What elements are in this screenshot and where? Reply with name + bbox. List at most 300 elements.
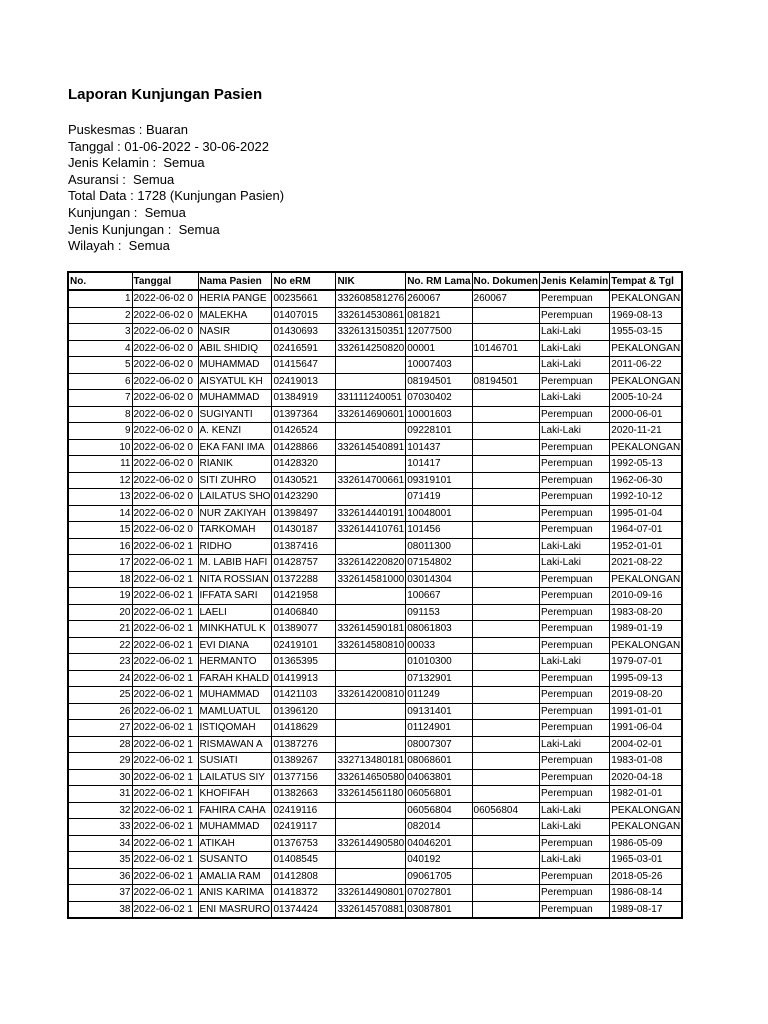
table-cell: 08007307 [406, 736, 472, 753]
table-row [68, 819, 682, 836]
table-cell: 31 [68, 786, 132, 803]
table-cell: 2010-09-16 [610, 588, 682, 605]
table-cell: PEKALONGAN [610, 290, 682, 307]
table-cell: 01396120 [272, 703, 336, 720]
table-cell: 2022-06-02 1 [132, 835, 198, 852]
table-cell: 1989-01-19 [610, 621, 682, 638]
table-cell: 2022-06-02 1 [132, 604, 198, 621]
table-cell: 07132901 [406, 670, 472, 687]
table-cell: 1983-08-20 [610, 604, 682, 621]
table-cell: 08011300 [406, 538, 472, 555]
table-row [68, 621, 682, 638]
table-cell: A. KENZI [198, 423, 272, 440]
table-cell: SUSIATI [198, 753, 272, 770]
table-cell [472, 670, 539, 687]
table-cell: Perempuan [540, 373, 610, 390]
table-row [68, 290, 682, 307]
table-cell: 1965-03-01 [610, 852, 682, 869]
table-cell: 6 [68, 373, 132, 390]
table-cell: PEKALONGAN [610, 802, 682, 819]
report-meta-line: Wilayah : Semua [68, 238, 170, 254]
table-cell [472, 357, 539, 374]
table-cell: 2022-06-02 0 [132, 340, 198, 357]
table-cell: 08194501 [472, 373, 539, 390]
table-cell: 2022-06-02 0 [132, 456, 198, 473]
table-cell: 2022-06-02 0 [132, 522, 198, 539]
table-cell: 03087801 [406, 901, 472, 918]
table-cell: 101417 [406, 456, 472, 473]
table-cell: 2022-06-02 1 [132, 555, 198, 572]
table-cell: Laki-Laki [540, 852, 610, 869]
table-cell: 040192 [406, 852, 472, 869]
table-cell: 2022-06-02 1 [132, 720, 198, 737]
table-cell: 2022-06-02 1 [132, 654, 198, 671]
table-cell: Laki-Laki [540, 357, 610, 374]
table-cell: 30 [68, 769, 132, 786]
table-cell: 13 [68, 489, 132, 506]
table-cell [472, 654, 539, 671]
table-cell: 332614530861 [336, 307, 406, 324]
table-cell: ISTIQOMAH [198, 720, 272, 737]
table-cell: NITA ROSSIAN [198, 571, 272, 588]
table-cell: Perempuan [540, 901, 610, 918]
table-cell [472, 472, 539, 489]
table-cell: FAHIRA CAHA [198, 802, 272, 819]
table-cell: 332614690601 [336, 406, 406, 423]
table-cell: RIANIK [198, 456, 272, 473]
table-row [68, 703, 682, 720]
table-cell: 2022-06-02 1 [132, 753, 198, 770]
table-cell: 01428866 [272, 439, 336, 456]
table-cell [336, 456, 406, 473]
table-row [68, 538, 682, 555]
table-row [68, 670, 682, 687]
table-cell: KHOFIFAH [198, 786, 272, 803]
table-cell: HERMANTO [198, 654, 272, 671]
table-cell: 00235661 [272, 290, 336, 307]
table-cell: 01374424 [272, 901, 336, 918]
table-cell: 16 [68, 538, 132, 555]
table-row [68, 373, 682, 390]
table-row [68, 489, 682, 506]
table-cell: Perempuan [540, 439, 610, 456]
table-cell: 4 [68, 340, 132, 357]
table-cell: 01426524 [272, 423, 336, 440]
table-row [68, 868, 682, 885]
table-row [68, 654, 682, 671]
table-cell: 07154802 [406, 555, 472, 572]
table-cell: 09228101 [406, 423, 472, 440]
table-cell: 33 [68, 819, 132, 836]
table-cell: 01398497 [272, 505, 336, 522]
table-row [68, 802, 682, 819]
table-row [68, 588, 682, 605]
table-cell: 29 [68, 753, 132, 770]
table-cell [336, 604, 406, 621]
table-cell: 2022-06-02 1 [132, 538, 198, 555]
table-cell: 02419117 [272, 819, 336, 836]
table-cell: 24 [68, 670, 132, 687]
table-cell [472, 456, 539, 473]
report-meta-line: Total Data : 1728 (Kunjungan Pasien) [68, 188, 285, 204]
table-cell: 10007403 [406, 357, 472, 374]
table-cell: 332608581276 [336, 290, 406, 307]
table-cell: 332614700661 [336, 472, 406, 489]
table-cell: Perempuan [540, 472, 610, 489]
table-row [68, 852, 682, 869]
table-cell: NASIR [198, 324, 272, 341]
table-cell: 07030402 [406, 390, 472, 407]
table-cell: 02419101 [272, 637, 336, 654]
table-cell: HERIA PANGE [198, 290, 272, 307]
table-cell [472, 307, 539, 324]
table-cell: 332614540891 [336, 439, 406, 456]
table-cell: M. LABIB HAFI [198, 555, 272, 572]
table-cell: MINKHATUL K [198, 621, 272, 638]
table-cell: 2022-06-02 1 [132, 621, 198, 638]
table-cell: MAMLUATUL [198, 703, 272, 720]
table-cell: PEKALONGAN [610, 637, 682, 654]
table-cell: 1979-07-01 [610, 654, 682, 671]
table-cell: 01418372 [272, 885, 336, 902]
table-cell: RIDHO [198, 538, 272, 555]
table-cell: 7 [68, 390, 132, 407]
table-cell: 2022-06-02 1 [132, 637, 198, 654]
table-cell: Laki-Laki [540, 802, 610, 819]
table-cell: 5 [68, 357, 132, 374]
table-cell: Perempuan [540, 522, 610, 539]
column-header: No. RM Lama [406, 272, 472, 290]
table-cell: 1952-01-01 [610, 538, 682, 555]
table-cell: 01421103 [272, 687, 336, 704]
table-cell [336, 868, 406, 885]
table-cell: 8 [68, 406, 132, 423]
table-cell: 03014304 [406, 571, 472, 588]
table-cell [336, 703, 406, 720]
table-cell: 09131401 [406, 703, 472, 720]
table-cell: 1989-08-17 [610, 901, 682, 918]
table-cell: 20 [68, 604, 132, 621]
table-cell: MALEKHA [198, 307, 272, 324]
table-cell: Perempuan [540, 720, 610, 737]
table-cell: 332614220820 [336, 555, 406, 572]
table-cell: SUSANTO [198, 852, 272, 869]
report-meta-line: Puskesmas : Buaran [68, 122, 188, 137]
table-cell: 10001603 [406, 406, 472, 423]
table-cell: 1992-10-12 [610, 489, 682, 506]
table-cell: 2022-06-02 0 [132, 472, 198, 489]
table-cell [472, 522, 539, 539]
table-cell: Perempuan [540, 456, 610, 473]
table-cell: Perempuan [540, 637, 610, 654]
table-cell: Perempuan [540, 290, 610, 307]
table-cell: 2022-06-02 1 [132, 868, 198, 885]
table-row [68, 505, 682, 522]
table-cell: AISYATUL KH [198, 373, 272, 390]
table-cell: 01412808 [272, 868, 336, 885]
table-cell: Laki-Laki [540, 736, 610, 753]
table-cell: 331111240051 [336, 390, 406, 407]
table-cell: 10 [68, 439, 132, 456]
table-row [68, 324, 682, 341]
table-cell: 01377156 [272, 769, 336, 786]
table-cell: 35 [68, 852, 132, 869]
table-cell: MUHAMMAD [198, 819, 272, 836]
table-cell: 2022-06-02 1 [132, 588, 198, 605]
table-cell [472, 819, 539, 836]
table-cell: RISMAWAN A [198, 736, 272, 753]
table-row [68, 456, 682, 473]
table-cell: 1995-09-13 [610, 670, 682, 687]
table-cell: 06056804 [472, 802, 539, 819]
table-cell [472, 835, 539, 852]
table-cell: Perempuan [540, 505, 610, 522]
table-cell [336, 802, 406, 819]
table-cell: 36 [68, 868, 132, 885]
table-cell: Perempuan [540, 307, 610, 324]
table-cell [472, 505, 539, 522]
table-cell: 2022-06-02 1 [132, 769, 198, 786]
table-cell: 332614580810 [336, 637, 406, 654]
table-cell: PEKALONGAN [610, 571, 682, 588]
table-cell: 11 [68, 456, 132, 473]
table-cell [472, 324, 539, 341]
table-header-row [68, 272, 682, 290]
table-cell: 08194501 [406, 373, 472, 390]
table-row [68, 340, 682, 357]
table-row [68, 555, 682, 572]
table-cell: Perempuan [540, 769, 610, 786]
table-cell: 101456 [406, 522, 472, 539]
table-cell: 01430521 [272, 472, 336, 489]
table-cell: AMALIA RAM [198, 868, 272, 885]
table-cell: 1964-07-01 [610, 522, 682, 539]
table-row [68, 637, 682, 654]
table-cell [336, 489, 406, 506]
table-cell: 00033 [406, 637, 472, 654]
table-cell: ENI MASRURO [198, 901, 272, 918]
table-row [68, 522, 682, 539]
table-cell [336, 654, 406, 671]
table-cell: 2022-06-02 0 [132, 390, 198, 407]
column-header: Nama Pasien [198, 272, 272, 290]
table-cell: 332614410761 [336, 522, 406, 539]
table-cell: 38 [68, 901, 132, 918]
table-cell: 10146701 [472, 340, 539, 357]
table-cell: 1986-08-14 [610, 885, 682, 902]
table-cell: 332613150351 [336, 324, 406, 341]
table-cell: Perempuan [540, 687, 610, 704]
table-cell: 1 [68, 290, 132, 307]
table-cell: 081821 [406, 307, 472, 324]
table-cell: Perempuan [540, 588, 610, 605]
table-cell: Perempuan [540, 703, 610, 720]
table-cell [472, 571, 539, 588]
table-cell: 01384919 [272, 390, 336, 407]
table-row [68, 720, 682, 737]
table-cell: 25 [68, 687, 132, 704]
table-cell: 19 [68, 588, 132, 605]
table-cell: Laki-Laki [540, 423, 610, 440]
table-cell: LAILATUS SHO [198, 489, 272, 506]
table-row [68, 769, 682, 786]
table-cell: 1991-01-01 [610, 703, 682, 720]
table-cell: 260067 [406, 290, 472, 307]
table-cell: 01419913 [272, 670, 336, 687]
table-cell: 332614561180 [336, 786, 406, 803]
table-cell: 332614581000 [336, 571, 406, 588]
table-cell: 01407015 [272, 307, 336, 324]
table-cell [336, 670, 406, 687]
table-cell: 22 [68, 637, 132, 654]
table-cell: 2022-06-02 0 [132, 406, 198, 423]
table-cell: 01428320 [272, 456, 336, 473]
report-meta-line: Kunjungan : Semua [68, 204, 186, 220]
table-cell: 1962-06-30 [610, 472, 682, 489]
table-cell [336, 588, 406, 605]
table-cell: 01124901 [406, 720, 472, 737]
table-cell: 1955-03-15 [610, 324, 682, 341]
table-cell: 12 [68, 472, 132, 489]
table-cell: 06056801 [406, 786, 472, 803]
table-cell [472, 555, 539, 572]
table-cell: 01428757 [272, 555, 336, 572]
table-cell: 2020-11-21 [610, 423, 682, 440]
table-cell: 01406840 [272, 604, 336, 621]
table-cell: 2022-06-02 0 [132, 357, 198, 374]
column-header: Jenis Kelamin [540, 272, 610, 290]
table-cell [472, 720, 539, 737]
visit-table [67, 271, 683, 919]
table-cell: 1983-01-08 [610, 753, 682, 770]
table-cell: 2022-06-02 1 [132, 786, 198, 803]
table-cell [472, 868, 539, 885]
table-cell: 2022-06-02 1 [132, 687, 198, 704]
table-cell: 2011-06-22 [610, 357, 682, 374]
table-cell: EKA FANI IMA [198, 439, 272, 456]
table-cell: 07027801 [406, 885, 472, 902]
table-cell [472, 786, 539, 803]
table-cell: 01408545 [272, 852, 336, 869]
table-cell [472, 423, 539, 440]
table-cell: MUHAMMAD [198, 390, 272, 407]
table-cell: 100667 [406, 588, 472, 605]
table-cell: 082014 [406, 819, 472, 836]
column-header: No. [68, 272, 132, 290]
table-cell: 071419 [406, 489, 472, 506]
table-cell: 04046201 [406, 835, 472, 852]
table-row [68, 786, 682, 803]
table-row [68, 885, 682, 902]
table-cell: 332614590181 [336, 621, 406, 638]
table-cell: 32 [68, 802, 132, 819]
table-cell: 332614490801 [336, 885, 406, 902]
table-row [68, 604, 682, 621]
table-row [68, 736, 682, 753]
table-cell: PEKALONGAN [610, 439, 682, 456]
table-cell: Perempuan [540, 604, 610, 621]
table-cell: ATIKAH [198, 835, 272, 852]
table-cell: 23 [68, 654, 132, 671]
table-row [68, 439, 682, 456]
table-cell: 09319101 [406, 472, 472, 489]
table-cell: 08068601 [406, 753, 472, 770]
table-cell [472, 604, 539, 621]
table-cell: 21 [68, 621, 132, 638]
table-cell: Laki-Laki [540, 390, 610, 407]
table-cell: 011249 [406, 687, 472, 704]
table-row [68, 472, 682, 489]
table-cell: 12077500 [406, 324, 472, 341]
table-cell: 9 [68, 423, 132, 440]
table-cell: 17 [68, 555, 132, 572]
table-cell: 02416591 [272, 340, 336, 357]
table-cell: ANIS KARIMA [198, 885, 272, 902]
table-cell: Perempuan [540, 753, 610, 770]
table-cell: 1992-05-13 [610, 456, 682, 473]
table-cell: 01372288 [272, 571, 336, 588]
table-cell: 14 [68, 505, 132, 522]
table-cell: 2021-08-22 [610, 555, 682, 572]
table-cell: 10048001 [406, 505, 472, 522]
table-cell: 2022-06-02 1 [132, 819, 198, 836]
table-cell [336, 852, 406, 869]
table-cell: IFFATA SARI [198, 588, 272, 605]
table-cell: Perempuan [540, 868, 610, 885]
table-cell: 02419013 [272, 373, 336, 390]
table-cell [472, 538, 539, 555]
table-cell: 2018-05-26 [610, 868, 682, 885]
table-cell: SITI ZUHRO [198, 472, 272, 489]
table-cell [472, 406, 539, 423]
table-row [68, 901, 682, 918]
table-cell: 01376753 [272, 835, 336, 852]
table-cell: 1995-01-04 [610, 505, 682, 522]
table-cell: 332614570881 [336, 901, 406, 918]
table-cell: 2022-06-02 0 [132, 373, 198, 390]
table-cell [472, 637, 539, 654]
table-cell: 2005-10-24 [610, 390, 682, 407]
table-cell: 01010300 [406, 654, 472, 671]
table-cell [336, 736, 406, 753]
table-cell: LAELI [198, 604, 272, 621]
table-cell: 2019-08-20 [610, 687, 682, 704]
table-cell: 2022-06-02 0 [132, 489, 198, 506]
table-cell [472, 489, 539, 506]
table-cell: Laki-Laki [540, 340, 610, 357]
table-row [68, 357, 682, 374]
table-cell: 01415647 [272, 357, 336, 374]
column-header: No eRM [272, 272, 336, 290]
table-cell: 2022-06-02 1 [132, 571, 198, 588]
table-cell: 2022-06-02 1 [132, 901, 198, 918]
table-cell: 18 [68, 571, 132, 588]
table-cell: SUGIYANTI [198, 406, 272, 423]
table-cell: 26 [68, 703, 132, 720]
table-row [68, 687, 682, 704]
table-cell: Laki-Laki [540, 819, 610, 836]
table-cell: 332614200810 [336, 687, 406, 704]
table-cell: Perempuan [540, 835, 610, 852]
table-cell: Perempuan [540, 885, 610, 902]
table-cell: PEKALONGAN [610, 373, 682, 390]
table-cell [472, 703, 539, 720]
table-cell: 2022-06-02 1 [132, 885, 198, 902]
table-cell: 15 [68, 522, 132, 539]
report-meta-line: Jenis Kelamin : Semua [68, 155, 205, 171]
table-cell: 01430187 [272, 522, 336, 539]
column-header: Tanggal [132, 272, 198, 290]
